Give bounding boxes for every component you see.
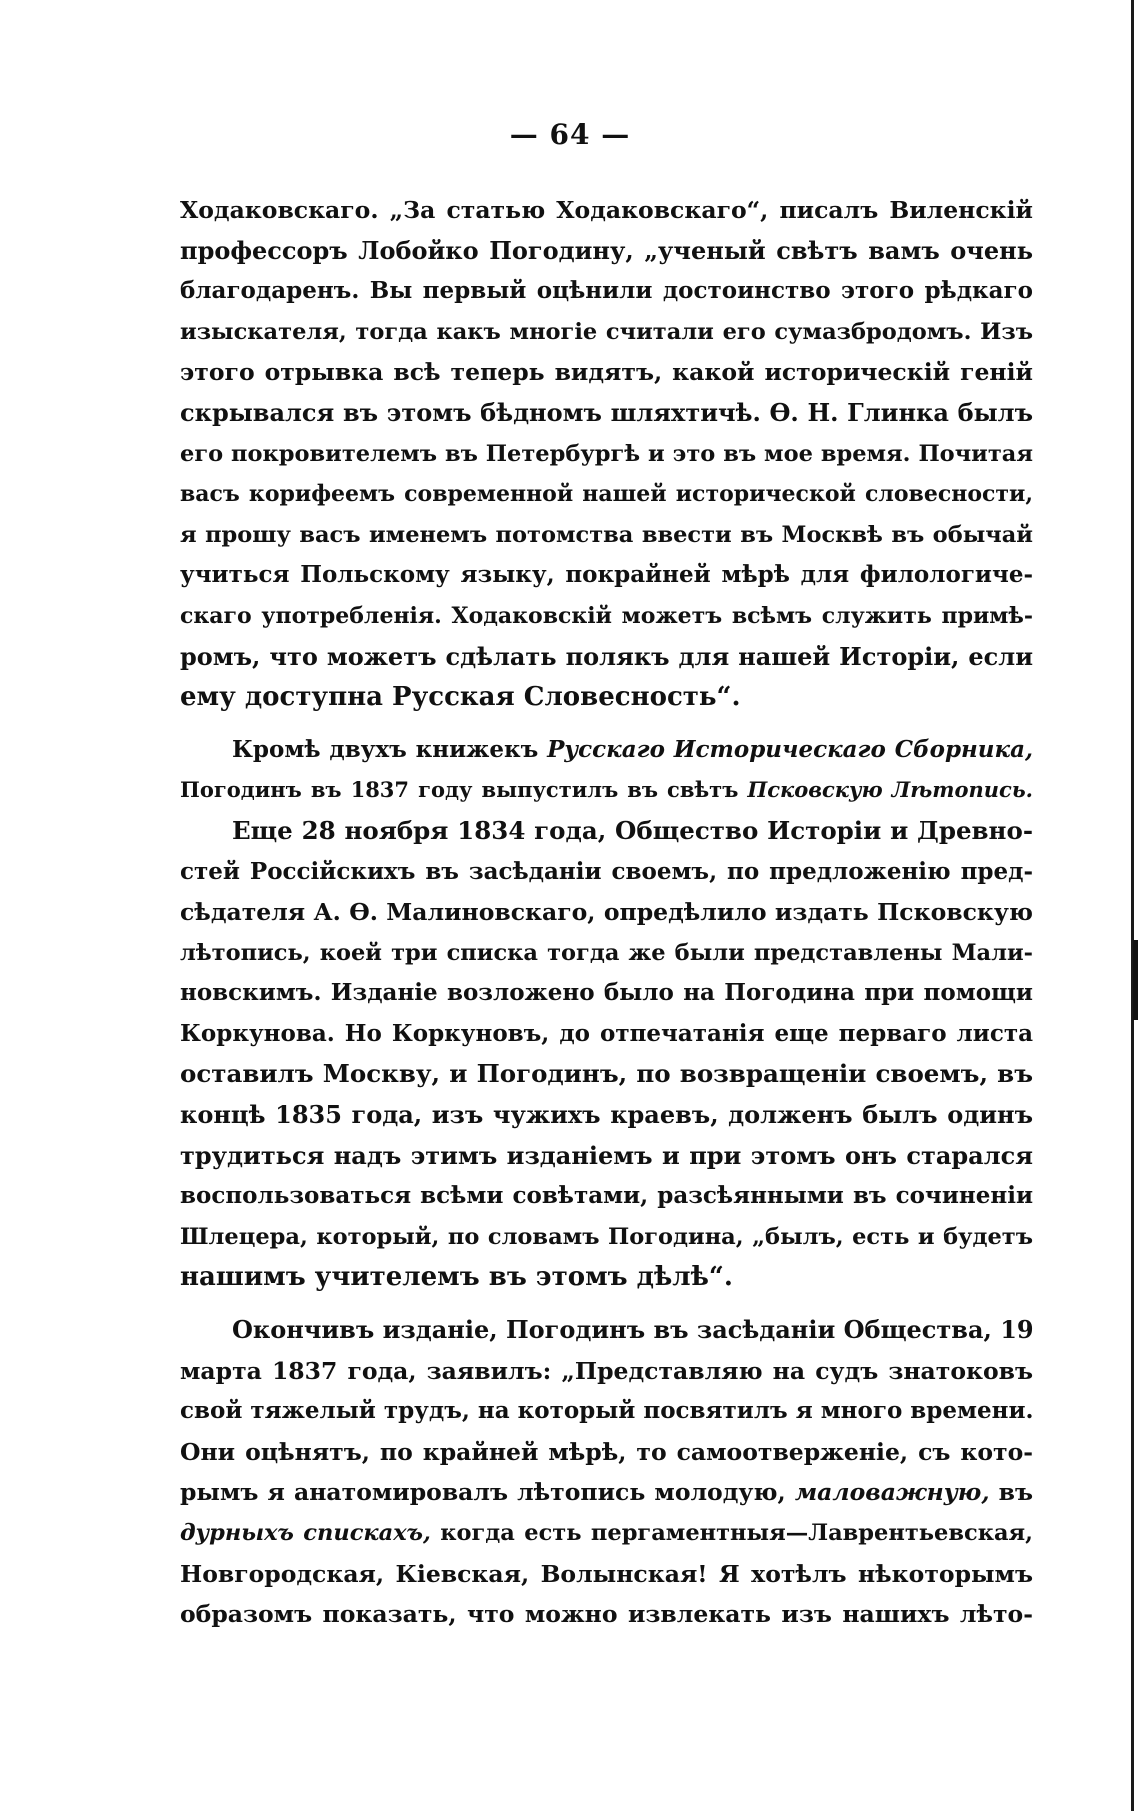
text-run: когда есть пергаментныя—Лаврентьевская,: [440, 1520, 1033, 1546]
text-run: рымъ я анатомировалъ лѣтопись молодую,: [180, 1478, 786, 1507]
text-line: воспользоваться всѣми совѣтами, разсѣянными въ сочиненіи: [180, 1182, 1033, 1210]
italic-title: Псковскую Лѣтопись.: [747, 777, 1033, 803]
text-line: стей Россійскихъ въ засѣданіи своемъ, по предложенію пред-: [180, 857, 1033, 885]
text-line: образомъ показать, что можно извлекать изъ нашихъ лѣто-: [180, 1600, 1033, 1629]
text-line: учиться Польскому языку, покрайней мѣрѣ для филологиче-: [180, 561, 1033, 589]
text-line: профессоръ Лобойко Погодину, „ученый свѣтъ вамъ очень: [180, 235, 1033, 265]
text-line: новскимъ. Изданіе возложено было на Погодина при помощи: [180, 979, 1033, 1007]
text-line: Они оцѣнятъ, по крайней мѣрѣ, то самоотверженіе, съ кото-: [180, 1437, 1033, 1466]
text-line: этого отрывка всѣ теперь видятъ, какой историческій геній: [180, 358, 1033, 387]
text-run: Кромѣ двухъ книжекъ: [232, 735, 539, 763]
page-number: — 64 —: [509, 118, 631, 151]
text-run: Погодинъ въ 1837 году выпустилъ въ свѣтъ: [180, 777, 739, 803]
text-line: Новгородская, Кіевская, Волынская! Я хотѣлъ нѣкоторымъ: [180, 1559, 1033, 1588]
text-line: [180, 730, 1033, 771]
paragraph-1: [180, 190, 1033, 718]
paragraph-2: [180, 730, 1033, 811]
text-line: я прошу васъ именемъ потомства ввести въ Москвѣ въ обычай: [180, 521, 1033, 548]
text-line: [180, 1513, 1033, 1554]
scan-edge-mark: [1133, 940, 1138, 1020]
paragraph-3: [180, 811, 1033, 1298]
text-line: концѣ 1835 года, изъ чужихъ краевъ, долженъ былъ одинъ: [180, 1100, 1033, 1130]
text-line: васъ корифеемъ современной нашей исторической словесности,: [180, 481, 1033, 508]
scan-edge-line: [1131, 0, 1134, 1811]
text-line: свой тяжелый трудъ, на который посвятилъ я много времени.: [180, 1397, 1034, 1425]
text-line: Ходаковскаго. „За статью Ходаковскаго“, писалъ Виленскій: [180, 196, 1033, 224]
text-line: ему доступна Русская Словесность“.: [180, 682, 741, 713]
text-line: благодаренъ. Вы первый оцѣнили достоинство этого рѣдкаго: [180, 277, 1033, 305]
italic-title: Русскаго Историческаго Сборника,: [547, 735, 1033, 763]
text-line: сѣдателя А. Ѳ. Малиновскаго, опредѣлило издать Псковскую: [180, 898, 1033, 927]
paragraph-4: [180, 1310, 1033, 1635]
text-line: марта 1837 года, заявилъ: „Представляю на судъ знатоковъ: [180, 1356, 1033, 1385]
text-line: [180, 770, 1033, 811]
page-body: [180, 190, 1033, 1635]
text-line: Шлецера, который, по словамъ Погодина, „былъ, есть и будетъ: [180, 1223, 1033, 1250]
text-line: его покровителемъ въ Петербургѣ и это въ мое время. Почитая: [180, 440, 1033, 467]
text-line: скрывался въ этомъ бѣдномъ шляхтичѣ. Ѳ. Н. Глинка былъ: [180, 397, 1033, 427]
text-line: Еще 28 ноября 1834 года, Общество Исторіи и Древно-: [232, 815, 1033, 845]
text-line: [180, 1472, 1033, 1513]
italic-word: маловажную,: [794, 1478, 990, 1507]
text-line: ромъ, что можетъ сдѣлать полякъ для нашей Исторіи, если: [180, 641, 1033, 671]
text-line: изыскателя, тогда какъ многіе считали его сумазбродомъ. Изъ: [180, 318, 1033, 345]
text-line: скаго употребленія. Ходаковскій можетъ всѣмъ служить примѣ-: [180, 602, 1033, 629]
text-line: оставилъ Москву, и Погодинъ, по возвращеніи своемъ, въ: [180, 1059, 1033, 1089]
text-line: Коркунова. Но Коркуновъ, до отпечатанія еще перваго листа: [180, 1019, 1033, 1047]
text-line: нашимъ учителемъ въ этомъ дѣлѣ“.: [180, 1262, 733, 1293]
text-line: трудиться надъ этимъ изданіемъ и при этомъ онъ старался: [180, 1140, 1033, 1170]
text-run: въ: [998, 1478, 1033, 1507]
text-line: Окончивъ изданіе, Погодинъ въ засѣданіи Общества, 19: [232, 1315, 1034, 1345]
italic-word: дурныхъ спискахъ,: [180, 1520, 431, 1546]
text-line: лѣтопись, коей три списка тогда же были представлены Мали-: [180, 939, 1033, 966]
